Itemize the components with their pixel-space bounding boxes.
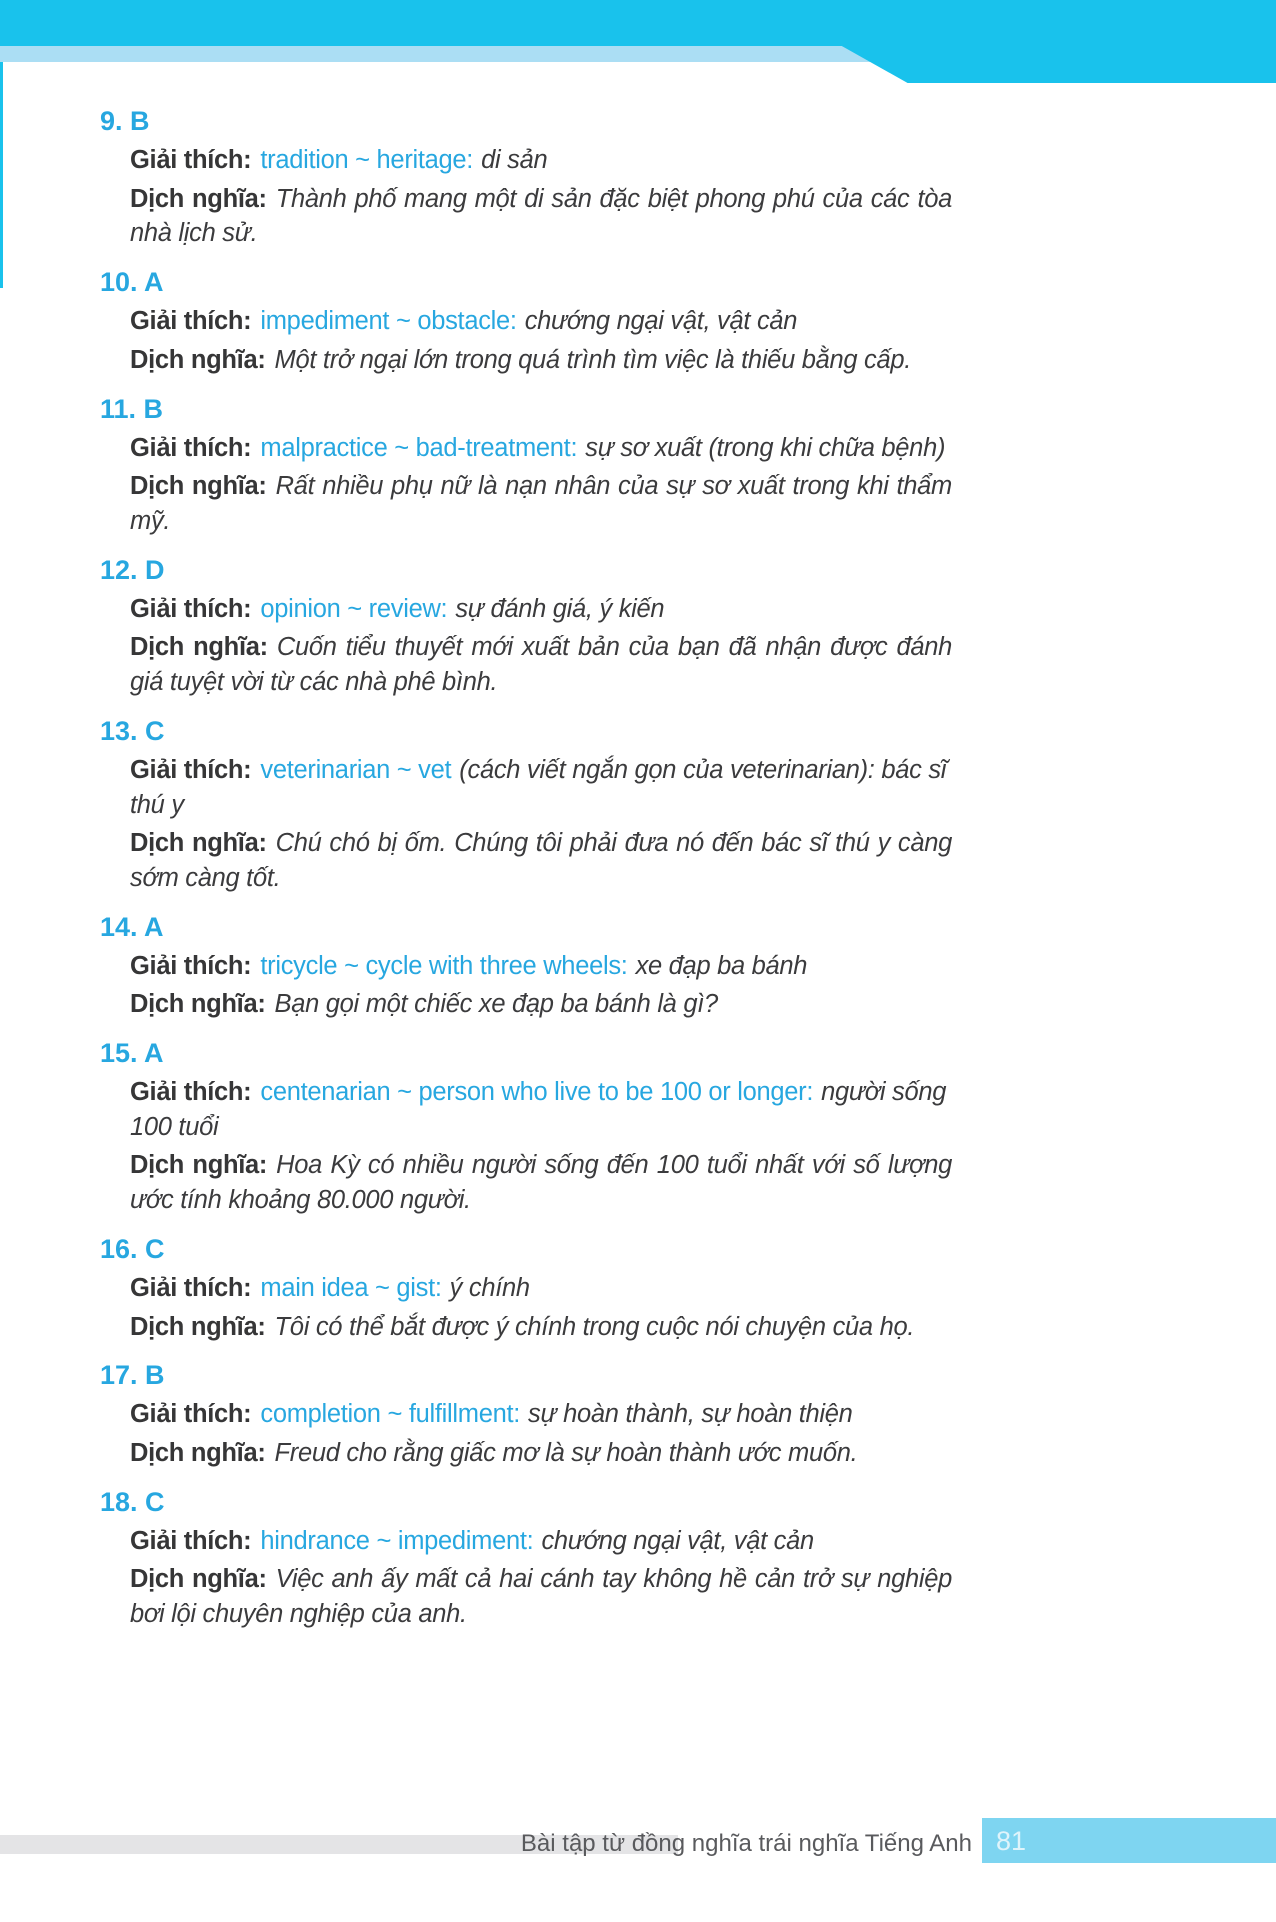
page-number-box [982,1818,1276,1863]
explain-label: Giải thích: [130,146,252,175]
explain-vietnamese: (cách viết ngắn gọn của veterinarian): bác sĩ thú y [130,755,947,819]
translation-text: Một trở ngại lớn trong quá trình tìm việc là thiếu bằng cấp. [274,345,912,374]
explain-label: Giải thích: [130,594,252,623]
explain-label: Giải thích: [130,433,252,462]
answer-number: 14. A [100,911,164,942]
header-light-stripe [0,46,880,62]
explain-label: Giải thích: [130,1078,252,1107]
translate-label: Dịch nghĩa: [130,829,267,858]
translate-label: Dịch nghĩa: [130,1565,267,1594]
left-edge-accent-line [0,62,3,288]
translation-text: Rất nhiều phụ nữ là nạn nhân của sự sơ xuất trong khi thẩm mỹ. [130,472,952,535]
explain-english-pair: completion ~ fulfillment: [260,1400,521,1429]
translation-text: Việc anh ấy mất cả hai cánh tay không hề cản trở sự nghiệp bơi lội chuyên nghiệp của anh. [130,1565,952,1629]
translation-line [130,826,952,895]
translation-line [130,1562,952,1631]
explanation-line [130,1075,952,1144]
translate-label: Dịch nghĩa: [130,990,266,1019]
translation-text: Freud cho rằng giấc mơ là sự hoàn thành ước muốn. [274,1438,858,1467]
answer-item [100,265,952,377]
translate-label: Dịch nghĩa: [130,184,267,213]
explain-english-pair: centenarian ~ person who live to be 100 or longer: [260,1078,814,1107]
explanation-line [130,949,952,984]
translation-text: Thành phố mang một di sản đặc biệt phong phú của các tòa nhà lịch sử. [130,184,952,248]
header-cyan-band [0,0,1276,46]
answer-item [100,392,952,539]
explain-vietnamese: ý chính [449,1273,530,1302]
explanation-line [130,592,952,627]
translation-text: Hoa Kỳ có nhiều người sống đến 100 tuổi nhất với số lượng ước tính khoảng 80.000 người. [130,1151,953,1215]
answer-item [100,104,952,251]
answer-list [100,90,953,1636]
explain-vietnamese: xe đạp ba bánh [635,951,808,980]
explain-english-pair: malpractice ~ bad-treatment: [260,433,578,462]
explain-english-pair: impediment ~ obstacle: [260,307,517,336]
answer-number: 10. A [100,267,164,298]
translation-text: Cuốn tiểu thuyết mới xuất bản của bạn đã nhận được đánh giá tuyệt vời từ các nhà phê bình. [130,633,953,697]
explanation-line [130,431,952,466]
translate-label: Dịch nghĩa: [130,1438,266,1467]
translation-line [130,469,952,538]
explanation-line [130,304,952,339]
explain-english-pair: opinion ~ review: [260,594,448,623]
explain-vietnamese: di sản [481,146,548,175]
translate-label: Dịch nghĩa: [130,472,267,501]
translation-text: Tôi có thể bắt được ý chính trong cuộc nói chuyện của họ. [274,1312,915,1341]
translate-label: Dịch nghĩa: [130,633,268,662]
explain-label: Giải thích: [130,1526,252,1555]
explain-english-pair: hindrance ~ impediment: [260,1526,534,1555]
explain-label: Giải thích: [130,1273,252,1302]
explain-english-pair: main idea ~ gist: [260,1273,442,1302]
explain-label: Giải thích: [130,307,252,336]
translation-line [130,343,952,378]
answer-number: 9. B [100,106,150,136]
answer-number: 12. D [100,554,165,585]
answer-item [100,910,952,1022]
page-number: 81 [996,1826,1027,1856]
answer-item [100,1358,952,1470]
explain-vietnamese: chướng ngại vật, vật cản [524,307,798,336]
translation-line [130,987,952,1022]
explanation-line [130,753,952,822]
translation-line [130,1436,952,1471]
explain-vietnamese: sự đánh giá, ý kiến [455,594,665,623]
footer-book-title: Bài tập từ đồng nghĩa trái nghĩa Tiếng Anh [520,1830,972,1857]
translation-line [130,1148,952,1217]
answer-item [100,1036,953,1218]
translation-text: Chú chó bị ốm. Chúng tôi phải đưa nó đến bác sĩ thú y càng sớm càng tốt. [130,829,953,892]
explain-label: Giải thích: [130,951,252,980]
translation-line [130,1310,952,1345]
header-corner-shape [840,45,1276,83]
answer-item [100,1485,952,1632]
answer-number: 13. C [100,715,165,746]
explanation-line [130,1397,952,1432]
explain-label: Giải thích: [130,1400,252,1429]
explain-vietnamese: sự sơ xuất (trong khi chữa bệnh) [585,433,946,462]
answer-number: 11. B [100,393,164,424]
answer-item [100,1232,952,1344]
answer-number: 16. C [100,1233,165,1264]
explanation-line [130,143,952,178]
translation-line [130,182,952,251]
explain-vietnamese: chướng ngại vật, vật cản [541,1526,814,1555]
explanation-line [130,1271,952,1306]
answer-item [100,553,953,700]
explain-english-pair: veterinarian ~ vet [260,755,452,784]
translate-label: Dịch nghĩa: [130,1151,268,1180]
answer-number: 18. C [100,1486,165,1517]
explain-english-pair: tradition ~ heritage: [260,146,474,175]
explain-vietnamese: sự hoàn thành, sự hoàn thiện [528,1400,853,1429]
explanation-line [130,1524,952,1559]
answer-item [100,714,953,896]
answer-number: 15. A [100,1037,164,1068]
translate-label: Dịch nghĩa: [130,1312,266,1341]
answer-number: 17. B [100,1360,165,1391]
translation-line [130,630,952,699]
translation-text: Bạn gọi một chiếc xe đạp ba bánh là gì? [274,990,718,1019]
translate-label: Dịch nghĩa: [130,345,266,374]
explain-english-pair: tricycle ~ cycle with three wheels: [260,951,628,980]
explain-vietnamese: người sống 100 tuổi [130,1078,947,1141]
explain-label: Giải thích: [130,755,252,784]
